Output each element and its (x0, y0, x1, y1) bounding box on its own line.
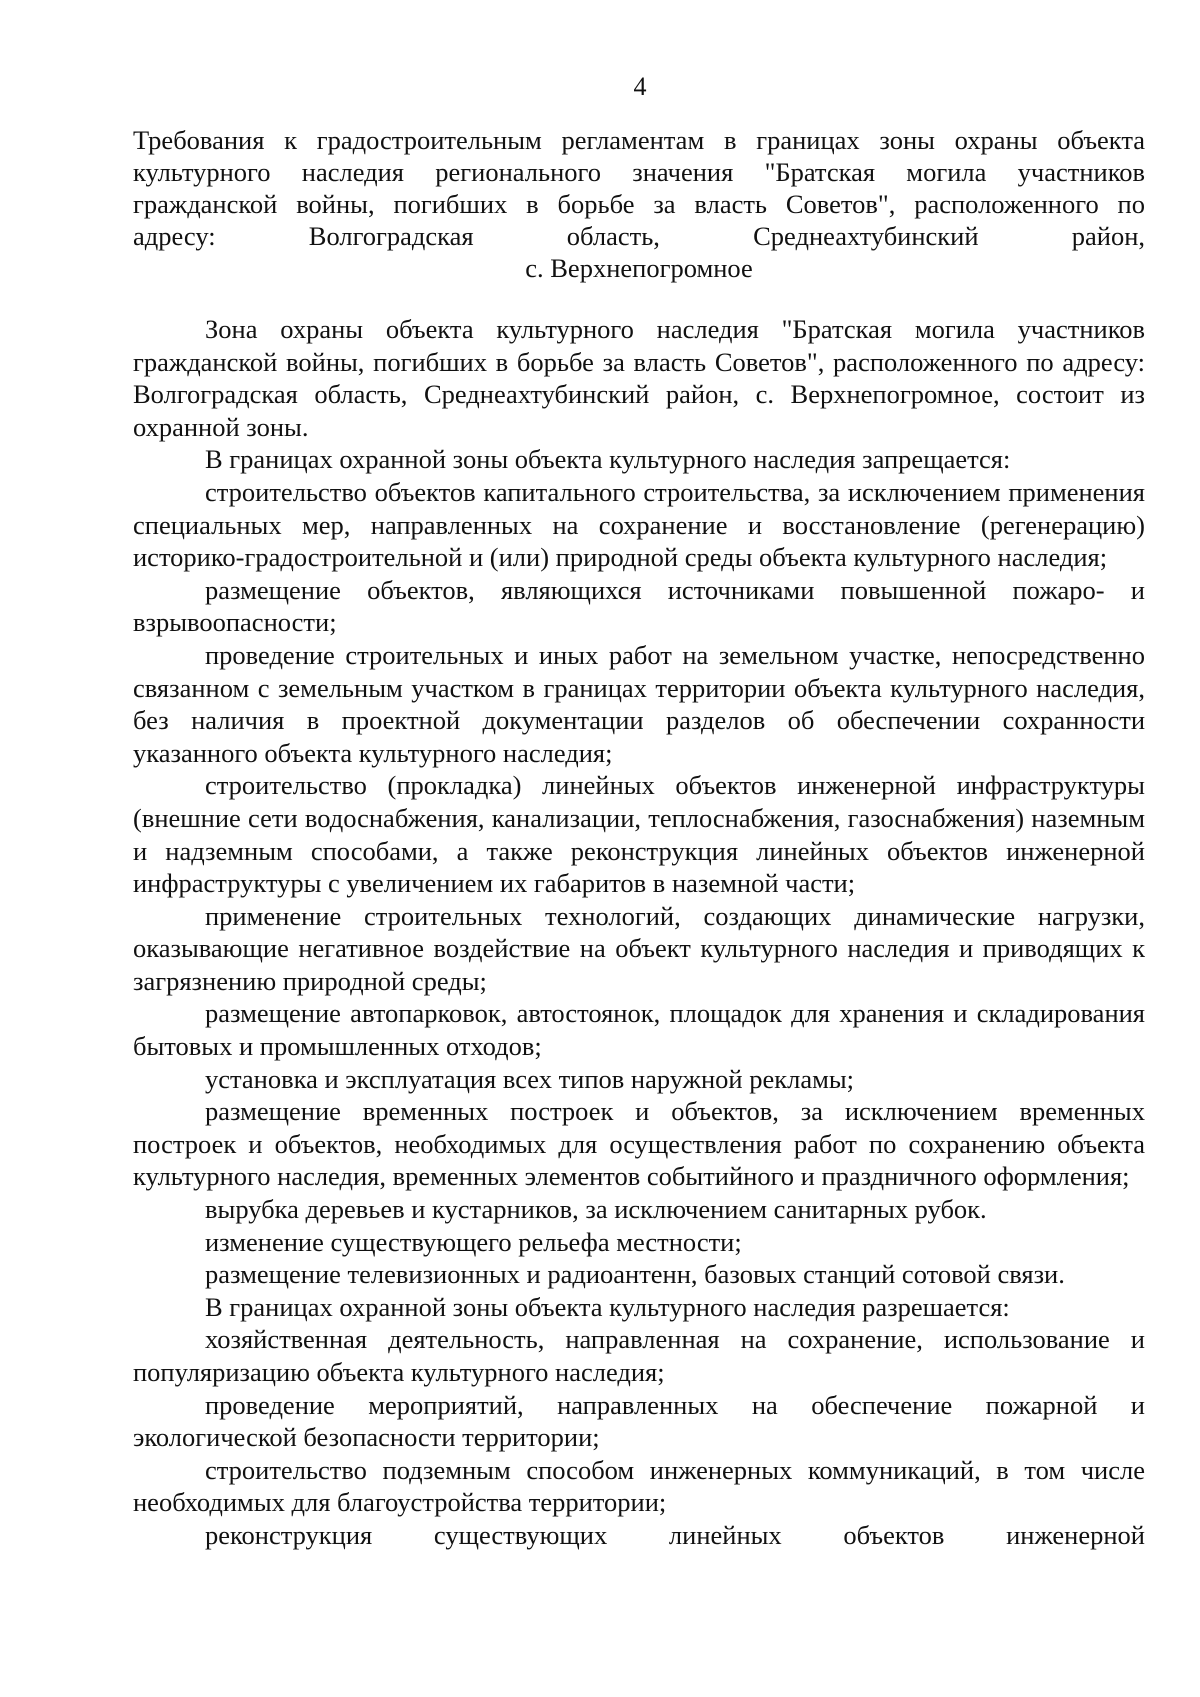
paragraph-item: вырубка деревьев и кустарников, за исключением санитарных рубок. (205, 1194, 987, 1225)
paragraph-allowed-heading: В границах охранной зоны объекта культурного наследия разрешается: (205, 1291, 1010, 1322)
paragraph-item: применение строительных технологий, создающих динамические нагрузки, оказывающие негативное воздействие на объект культурного наследия и приводящих к загрязнению природной среды; (133, 900, 1145, 996)
document-body (133, 313, 1145, 1552)
paragraph-item: размещение временных построек и объектов, за исключением временных построек и объектов, необходимых для осуществления работ по сохранению объекта культурного наследия, временных элементов событийного и праздничного оформления; (133, 1096, 1145, 1192)
title-line-3: гражданской войны, погибших в борьбе за власть Советов", расположенного по (133, 189, 1145, 219)
title-line-2: культурного наследия регионального значения "Братская могила участников (133, 157, 1145, 187)
title-line-5: с. Верхнепогромное (525, 253, 753, 283)
paragraph-item: установка и эксплуатация всех типов наружной рекламы; (205, 1063, 855, 1094)
paragraph-item: строительство объектов капитального строительства, за исключением применения специальных мер, направленных на сохранение и восстановление (регенерацию) историко-градостроительной и (или) природной среды объекта культурного наследия; (133, 476, 1145, 573)
title-line-1: Требования к градостроительным регламентам в границах зоны охраны объекта (133, 125, 1145, 155)
paragraph-item: строительство (прокладка) линейных объектов инженерной инфраструктуры (внешние сети водоснабжения, канализации, теплоснабжения, газоснабжения) наземным и надземным способами, а также реконструкция линейных объектов инженерной инфраструктуры с увеличением их габаритов в наземной части; (133, 770, 1145, 899)
paragraph-item: размещение объектов, являющихся источниками повышенной пожаро- и взрывоопасности; (133, 574, 1145, 638)
paragraph-item: изменение существующего рельефа местности; (205, 1226, 742, 1257)
paragraph-item: строительство подземным способом инженерных коммуникаций, в том числе необходимых для благоустройства территории; (133, 1454, 1145, 1518)
paragraph-item: размещение автопарковок, автостоянок, площадок для хранения и складирования бытовых и промышленных отходов; (133, 998, 1145, 1062)
paragraph-item: проведение строительных и иных работ на земельном участке, непосредственно связанном с земельным участком в границах территории объекта культурного наследия, без наличия в проектной документации разделов об обеспечении сохранности указанного объекта культурного наследия; (133, 639, 1145, 768)
page-number: 4 (633, 72, 647, 101)
title-line-4: адресу: Волгоградская область, Среднеахтубинский район, (133, 221, 1145, 251)
paragraph-item: проведение мероприятий, направленных на обеспечение пожарной и экологической безопасности территории; (133, 1389, 1145, 1453)
paragraph-prohibited-heading: В границах охранной зоны объекта культурного наследия запрещается: (205, 444, 1011, 475)
document-title (133, 124, 1145, 284)
paragraph-zone-description: Зона охраны объекта культурного наследия "Братская могила участников гражданской войны, погибших в борьбе за власть Советов", расположенного по адресу: Волгоградская область, Среднеахтубинский район, с. Верхнепогромное, состоит из охранной зоны. (133, 314, 1145, 442)
paragraph-item: хозяйственная деятельность, направленная на сохранение, использование и популяризацию объекта культурного наследия; (133, 1324, 1145, 1387)
paragraph-item: размещение телевизионных и радиоантенн, базовых станций сотовой связи. (205, 1259, 1065, 1290)
paragraph-item: реконструкция существующих линейных объектов инженерной (205, 1519, 1145, 1550)
